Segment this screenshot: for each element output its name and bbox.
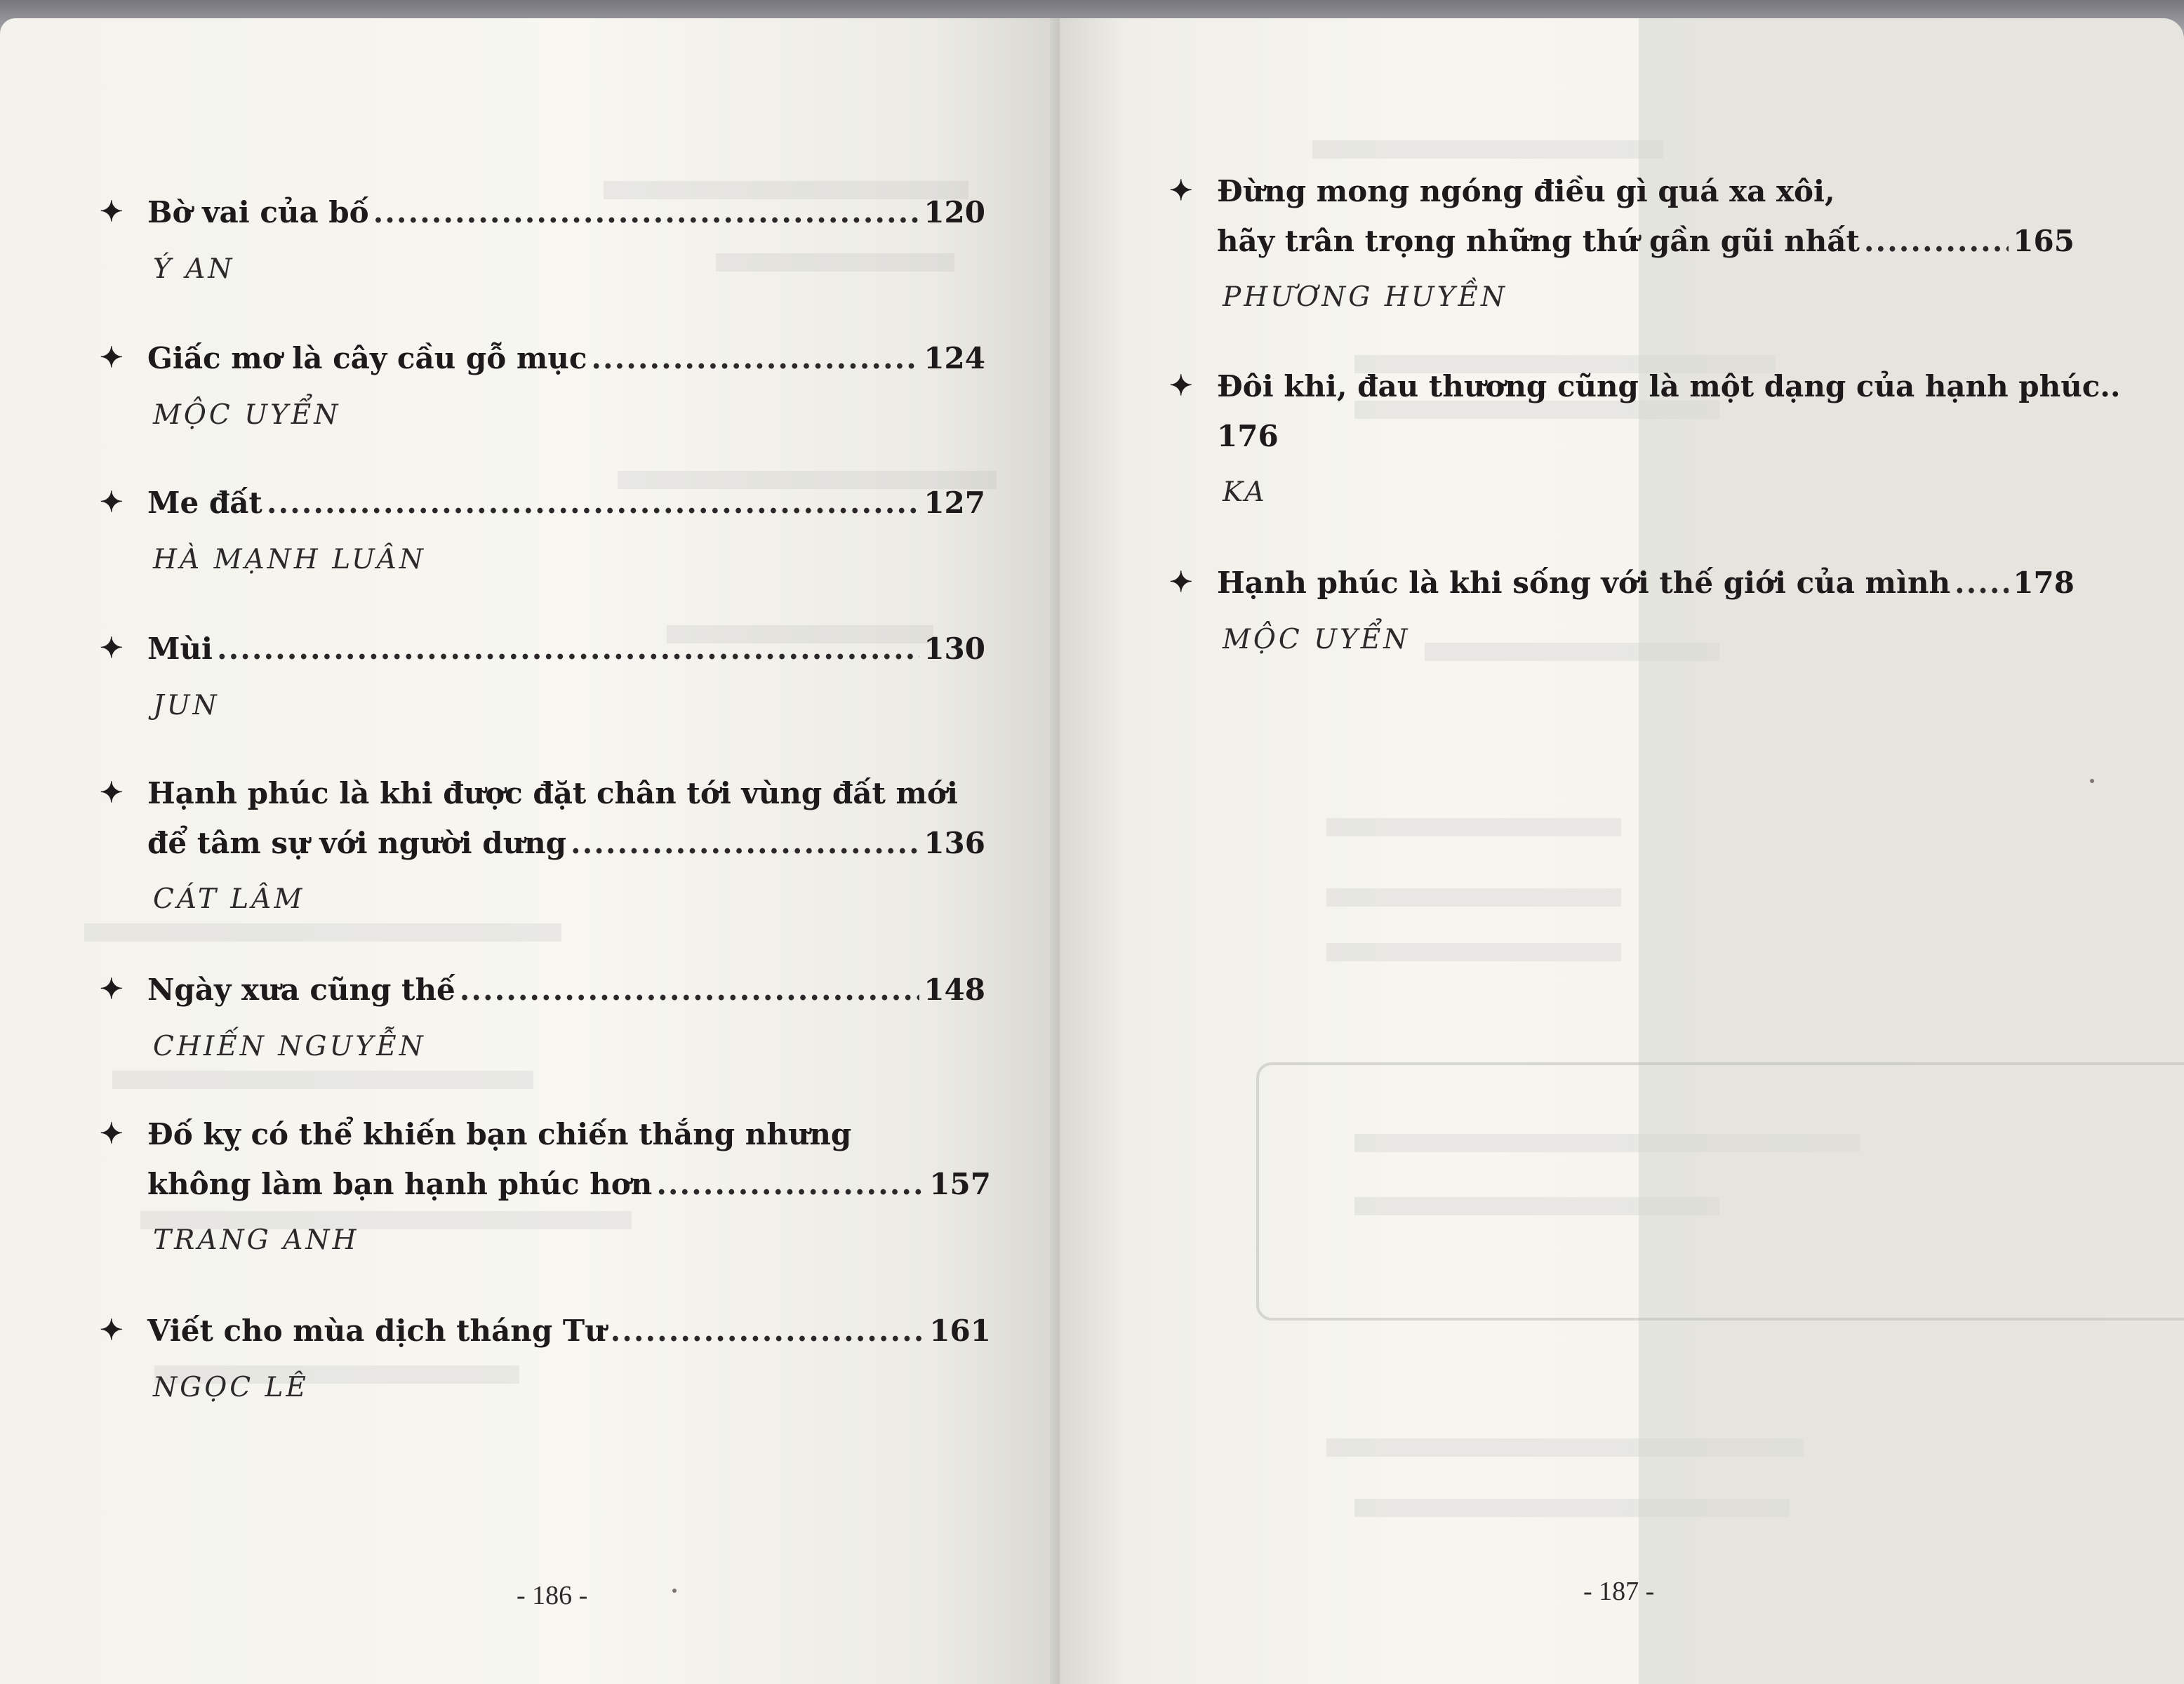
entry-title: để tâm sự với người dưng	[147, 826, 567, 860]
page-number: 165	[2013, 224, 2075, 258]
dot-leader	[267, 479, 920, 528]
page-number: 161	[929, 1314, 991, 1348]
page-number: 130	[924, 632, 985, 666]
toc-entry[interactable]	[100, 334, 985, 434]
entry-author: TRANG ANH	[153, 1224, 359, 1256]
entry-title: Me đất	[147, 486, 262, 520]
four-pointed-star-icon: ✦	[1169, 566, 1193, 599]
page-number-footer: - 186 -	[517, 1581, 588, 1610]
dot-leader	[591, 334, 919, 383]
entry-title: Bờ vai của bố	[147, 195, 369, 229]
four-pointed-star-icon: ✦	[100, 1314, 124, 1346]
page-number: 127	[924, 486, 985, 520]
toc-entry[interactable]	[1169, 362, 2121, 512]
entry-title: hãy trân trọng những thứ gần gũi nhất	[1217, 224, 1860, 258]
page-number: 157	[929, 1167, 991, 1201]
show-through-box	[1256, 1062, 2184, 1321]
entry-title: Ngày xưa cũng thế	[147, 973, 455, 1007]
toc-entry[interactable]	[1169, 167, 2075, 316]
entry-author: CHIẾN NGUYỄN	[153, 1031, 426, 1062]
entry-title: Đôi khi, đau thương cũng là một dạng của hạnh phúc..	[1217, 369, 2121, 403]
four-pointed-star-icon: ✦	[100, 486, 124, 519]
page-number-footer: - 187 -	[1583, 1577, 1655, 1606]
entry-author: KA	[1223, 476, 1267, 508]
page-number: 136	[924, 826, 985, 860]
entry-author: Ý AN	[153, 253, 235, 285]
dot-leader	[1955, 559, 2009, 608]
page-number: 178	[2013, 566, 2075, 600]
entry-title: 176	[1217, 419, 1279, 453]
four-pointed-star-icon: ✦	[100, 341, 124, 374]
page-number: 148	[924, 973, 985, 1007]
dot-leader	[656, 1160, 925, 1209]
four-pointed-star-icon: ✦	[100, 632, 124, 664]
toc-entry[interactable]	[100, 188, 985, 288]
four-pointed-star-icon: ✦	[100, 1117, 124, 1150]
speck	[2090, 779, 2094, 783]
toc-entry[interactable]	[100, 1307, 991, 1407]
toc-entry[interactable]	[100, 965, 985, 1066]
dot-leader	[571, 819, 919, 868]
four-pointed-star-icon: ✦	[100, 973, 124, 1005]
left-page	[0, 18, 1057, 1684]
toc-entry[interactable]	[100, 1110, 991, 1259]
dot-leader	[1864, 217, 2009, 266]
entry-title: Giấc mơ là cây cầu gỗ mục	[147, 341, 587, 375]
entry-author: MỘC UYỂN	[1223, 624, 1411, 655]
entry-title: không làm bạn hạnh phúc hơn	[147, 1167, 653, 1201]
four-pointed-star-icon: ✦	[1169, 174, 1193, 207]
dot-leader	[460, 965, 920, 1015]
entry-title: Đố kỵ có thể khiến bạn chiến thắng nhưng	[147, 1117, 852, 1151]
entry-title: Đừng mong ngóng điều gì quá xa xôi,	[1217, 174, 1835, 208]
entry-title: Mùi	[147, 632, 213, 666]
dot-leader	[373, 188, 920, 237]
entry-author: JUN	[153, 690, 220, 721]
toc-entry[interactable]	[1169, 559, 2075, 659]
entry-title: Viết cho mùa dịch tháng Tư	[147, 1314, 606, 1348]
four-pointed-star-icon: ✦	[1169, 369, 1193, 402]
entry-author: CÁT LÂM	[153, 883, 305, 915]
four-pointed-star-icon: ✦	[100, 776, 124, 809]
entry-author: MỘC UYỂN	[153, 399, 341, 431]
four-pointed-star-icon: ✦	[100, 195, 124, 228]
entry-author: NGỌC LÊ	[153, 1372, 309, 1403]
dot-leader	[217, 624, 919, 674]
entry-author: HÀ MẠNH LUÂN	[153, 544, 426, 575]
right-page	[1060, 18, 2184, 1684]
page-number: 120	[924, 195, 985, 229]
entry-title: Hạnh phúc là khi được đặt chân tới vùng đất mới	[147, 776, 958, 810]
dot-leader	[611, 1307, 926, 1356]
entry-author: PHƯƠNG HUYỀN	[1223, 281, 1507, 313]
toc-entry[interactable]	[100, 624, 985, 725]
page-number: 124	[924, 341, 985, 375]
speck	[672, 1589, 677, 1593]
entry-title: Hạnh phúc là khi sống với thế giới của mình	[1217, 566, 1951, 600]
toc-entry[interactable]	[100, 479, 985, 579]
toc-entry[interactable]	[100, 769, 985, 918]
